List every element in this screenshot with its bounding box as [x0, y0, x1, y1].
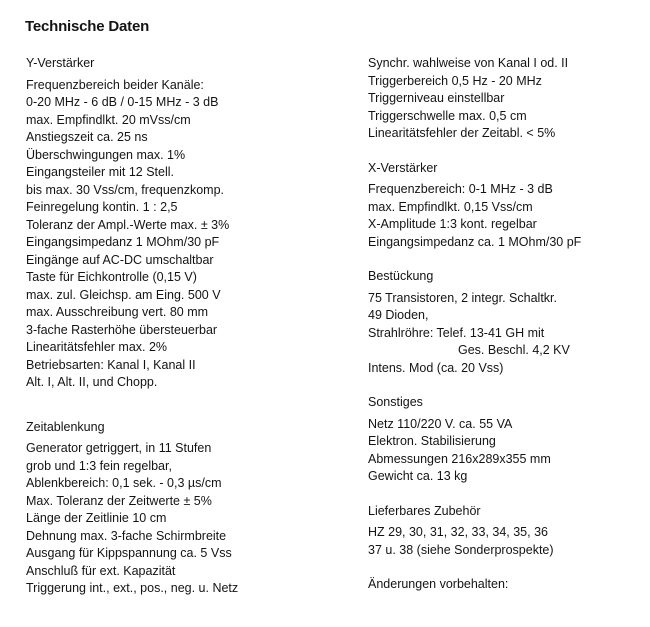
spec-line: 0-20 MHz - 6 dB / 0-15 MHz - 3 dB [26, 95, 219, 109]
timebase-section [26, 419, 346, 598]
spec-line: Abmessungen 216x289x355 mm [368, 451, 551, 466]
spec-line: HZ 29, 30, 31, 32, 33, 34, 35, 36 [368, 525, 548, 539]
trigger-section [368, 55, 638, 143]
spec-line: max. Empfindlkt. 0,15 Vss/cm [368, 199, 533, 214]
spec-line: Ablenkbereich: 0,1 sek. - 0,3 µs/cm [26, 476, 222, 490]
spec-line: Linearitätsfehler der Zeitabl. < 5% [368, 126, 556, 140]
section-heading: X-Verstärker [368, 160, 438, 175]
spec-line: Max. Toleranz der Zeitwerte ± 5% [26, 493, 212, 508]
spec-line: Anstiegszeit ca. 25 ns [26, 130, 148, 144]
spec-line: Eingangsteiler mit 12 Stell. [26, 165, 174, 179]
spec-line: Länge der Zeitlinie 10 cm [26, 511, 167, 525]
section-heading: Y-Verstärker [26, 56, 95, 70]
timebase-lines [26, 440, 346, 598]
spec-line: 37 u. 38 (siehe Sonderprospekte) [368, 542, 554, 557]
spec-line: 3-fache Rasterhöhe übersteuerbar [26, 322, 218, 337]
spec-line: Eingangsimpedanz ca. 1 MOhm/30 pF [368, 234, 582, 249]
section-heading: Bestückung [368, 269, 434, 283]
spec-line: Triggerniveau einstellbar [368, 91, 505, 105]
spec-line: 75 Transistoren, 2 integr. Schaltkr. [368, 290, 557, 305]
spec-line: max. Ausschreibung vert. 80 mm [26, 305, 209, 319]
equipment-indented-line: Ges. Beschl. 4,2 KV [458, 343, 570, 357]
equipment-section [368, 268, 638, 377]
spec-line: Triggerung int., ext., pos., neg. u. Netz [26, 581, 239, 595]
equipment-last-line: Intens. Mod (ca. 20 Vss) [368, 360, 504, 375]
spec-line: max. zul. Gleichsp. am Eing. 500 V [26, 287, 221, 302]
spec-line: Ausgang für Kippspannung ca. 5 Vss [26, 546, 232, 560]
spec-line: Netz 110/220 V. ca. 55 VA [368, 416, 513, 431]
spec-line: Gewicht ca. 13 kg [368, 469, 468, 483]
spec-line: Feinregelung kontin. 1 : 2,5 [26, 200, 178, 214]
spec-line: Strahlröhre: Telef. 13-41 GH mit [368, 325, 545, 340]
spec-line: X-Amplitude 1:3 kont. regelbar [368, 217, 537, 231]
spec-line: Toleranz der Ampl.-Werte max. ± 3% [26, 217, 230, 232]
page-title: Technische Daten [25, 18, 150, 35]
spec-line: Frequenzbereich: 0-1 MHz - 3 dB [368, 182, 553, 196]
spec-line: Betriebsarten: Kanal I, Kanal II [26, 357, 196, 372]
misc-section [368, 394, 638, 486]
x-amplifier-lines [368, 181, 638, 251]
spec-line: Alt. I, Alt. II, und Chopp. [26, 375, 158, 389]
section-heading: Lieferbares Zubehör [368, 503, 481, 518]
spec-line: Synchr. wahlweise von Kanal I od. II [368, 56, 569, 70]
spec-line: Dehnung max. 3-fache Schirmbreite [26, 528, 227, 543]
spec-line: Taste für Eichkontrolle (0,15 V) [26, 270, 197, 284]
spec-line: 49 Dioden, [368, 308, 429, 322]
x-amplifier-section [368, 160, 638, 252]
misc-lines [368, 416, 638, 486]
right-column [368, 55, 638, 594]
spec-line: Generator getriggert, in 11 Stufen [26, 441, 212, 455]
spec-line: Eingangsimpedanz 1 MOhm/30 pF [26, 235, 220, 249]
spec-line: Anschluß für ext. Kapazität [26, 563, 176, 578]
spec-line: Linearitätsfehler max. 2% [26, 340, 168, 354]
accessories-section [368, 503, 638, 560]
spec-line: max. Empfindlkt. 20 mVss/cm [26, 112, 191, 127]
spec-line: Triggerbereich 0,5 Hz - 20 MHz [368, 73, 542, 88]
spec-line: grob und 1:3 fein regelbar, [26, 458, 172, 473]
accessories-lines [368, 524, 638, 559]
footer-note: Änderungen vorbehalten: [368, 577, 509, 591]
spec-line: Eingänge auf AC-DC umschaltbar [26, 252, 214, 267]
y-amplifier-lines [26, 77, 346, 392]
spec-line: bis max. 30 Vss/cm, frequenzkomp. [26, 182, 224, 197]
section-heading: Sonstiges [368, 395, 423, 409]
spec-line: Elektron. Stabilisierung [368, 434, 496, 448]
y-amplifier-section [26, 55, 346, 392]
spec-line: Frequenzbereich beider Kanäle: [26, 77, 204, 92]
section-heading: Zeitablenkung [26, 419, 105, 434]
equipment-lines [368, 290, 638, 343]
trigger-lines [368, 55, 638, 143]
spec-line: Überschwingungen max. 1% [26, 147, 186, 162]
left-column [26, 55, 346, 598]
spec-line: Triggerschwelle max. 0,5 cm [368, 108, 527, 123]
